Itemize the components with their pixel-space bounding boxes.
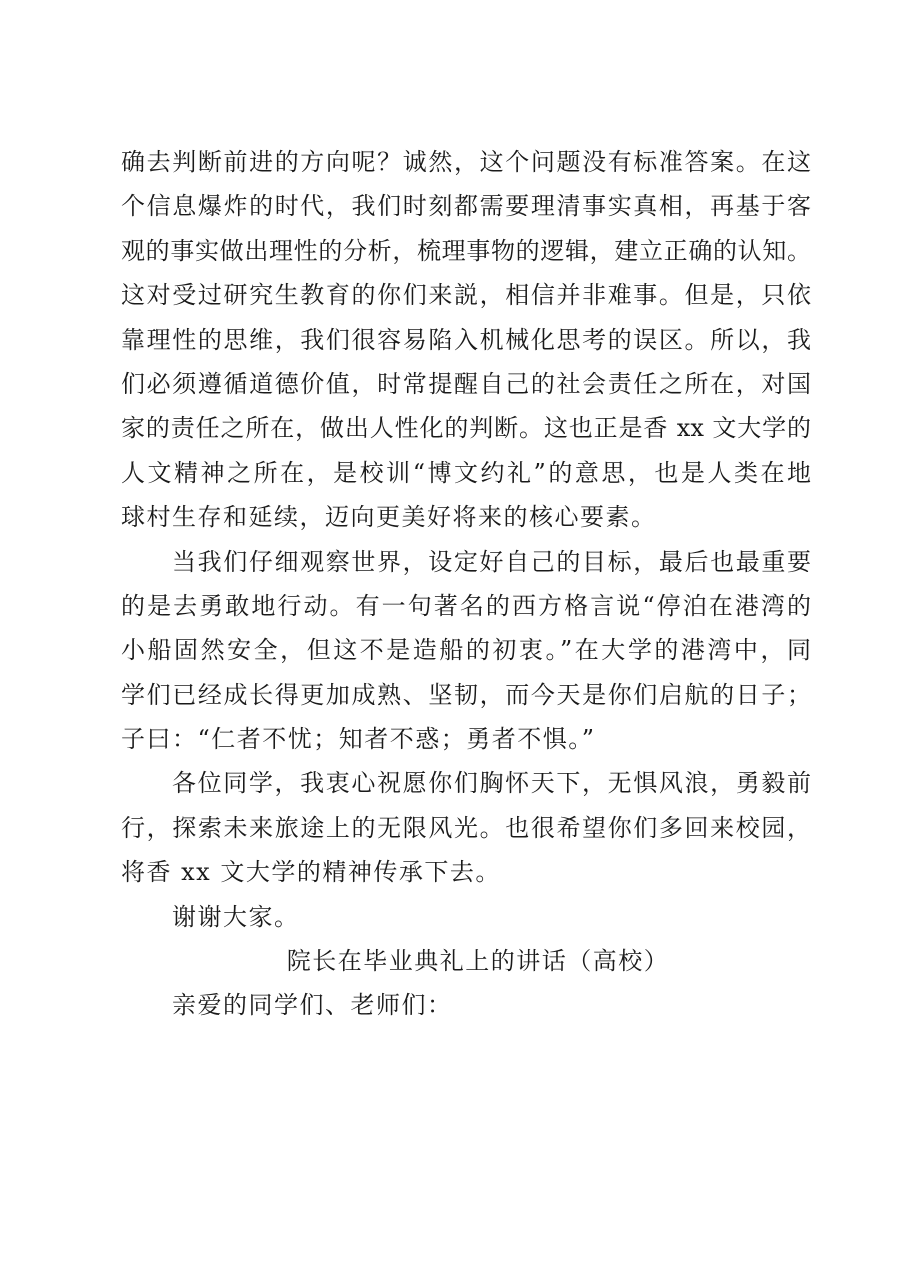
paragraph-line: 小船固然安全，但这不是造船的初衷。”在大学的港湾中，同 [121,636,811,665]
paragraph-line: 观的事实做出理性的分析，梳理事物的逻辑，建立正确的认知。 [121,236,811,265]
paragraph-line: 个信息爆炸的时代，我们时刻都需要理清事实真相，再基于客 [121,192,811,221]
paragraph-line: 球村生存和延续，迈向更美好将来的核心要素。 [121,503,657,532]
paragraph-line: 当我们仔细观察世界，设定好自己的目标，最后也最重要 [172,547,811,576]
paragraph-line: 将香 xx 文大学的精神传承下去。 [121,858,501,887]
paragraph-line: 人文精神之所在，是校训“博文约礼”的意思，也是人类在地 [121,458,811,487]
paragraph-line: 确去判断前进的方向呢？诚然，这个问题没有标准答案。在这 [121,148,811,176]
paragraph-line: 行，探索未来旅途上的无限风光。也很希望你们多回来校园， [121,813,811,842]
paragraph-line: 的是去勇敢地行动。有一句著名的西方格言说“停泊在港湾的 [121,591,811,620]
salutation: 亲爱的同学们、老师们： [172,991,453,1020]
paragraph-line: 学们已经成长得更加成熟、坚韧，而今天是你们启航的日子； [121,680,811,709]
paragraph-line: 们必须遵循道德价值，时常提醒自己的社会责任之所在，对国 [121,369,811,398]
document-body [121,142,811,1030]
paragraph-line: 家的责任之所在，做出人性化的判断。这也正是香 xx 文大学的 [121,414,811,443]
section-title: 院长在毕业典礼上的讲话（高校） [286,947,670,976]
paragraph-line: 谢谢大家。 [172,902,300,931]
paragraph-line: 子曰：“仁者不忧；知者不惑；勇者不惧。” [121,725,596,754]
paragraph-line: 各位同学，我衷心祝愿你们胸怀天下，无惧风浪，勇毅前 [172,769,811,798]
paragraph-line: 这对受过研究生教育的你们来説，相信并非难事。但是，只依 [121,281,811,310]
paragraph-line: 靠理性的思维，我们很容易陷入机械化思考的误区。所以，我 [121,325,811,354]
